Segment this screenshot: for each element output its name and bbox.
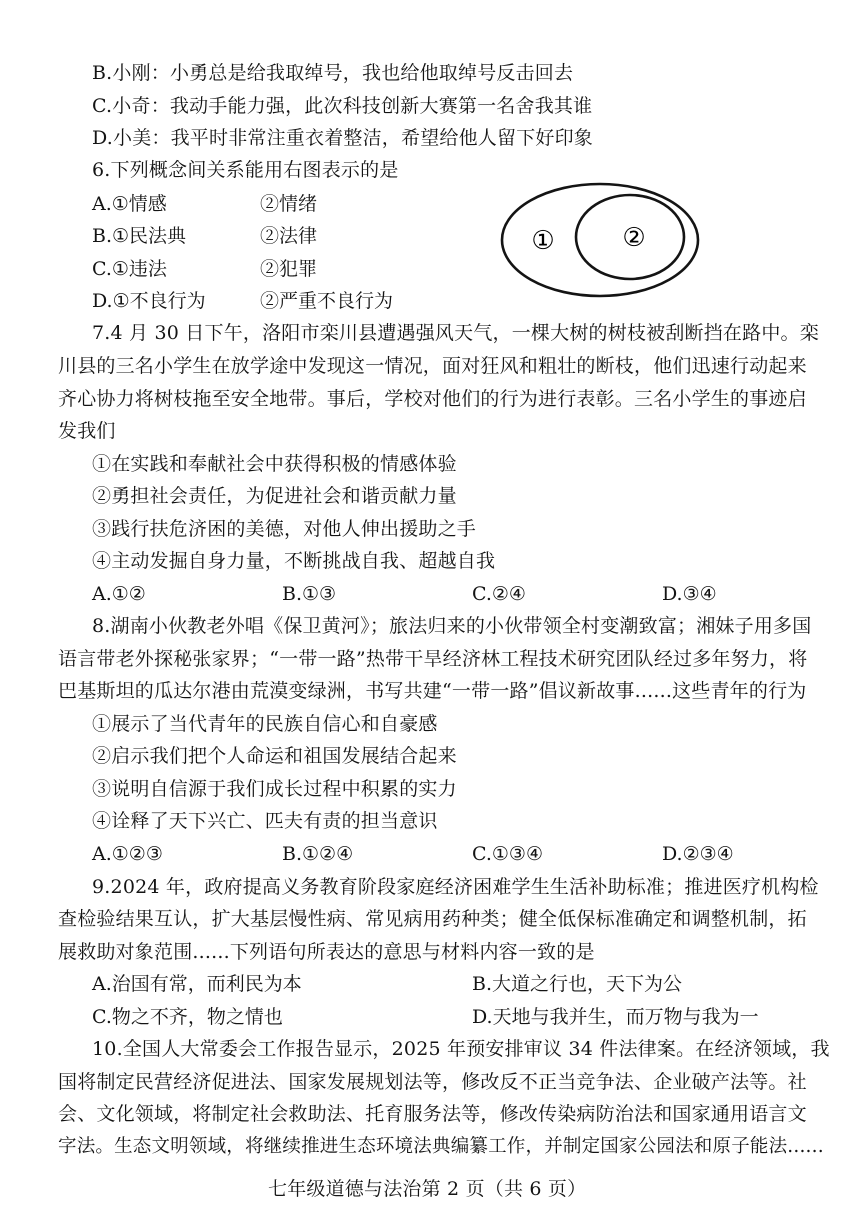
q8-stem-line-3: 巴基斯坦的瓜达尔港由荒漠变绿洲，书写共建“一带一路”倡议新故事......这些青年的行为: [58, 680, 807, 702]
q9-stem-line-1: 9.2024 年，政府提高义务教育阶段家庭经济困难学生生活补助标准；推进医疗机构检: [92, 876, 819, 898]
q6-option-a-right: ②情绪: [260, 193, 318, 215]
q8-option-c: C.①③④: [472, 843, 543, 865]
q8-option-a: A.①②③: [92, 843, 163, 865]
q8-item-3: ③说明自信源于我们成长过程中积累的实力: [92, 778, 457, 800]
venn-diagram: [500, 180, 716, 306]
q8-item-2: ②启示我们把个人命运和祖国发展结合起来: [92, 745, 457, 767]
q8-stem-line-1: 8.湖南小伙教老外唱《保卫黄河》；旅法归来的小伙带领全村变潮致富；湘妹子用多国: [92, 615, 812, 637]
q6-option-b-right: ②法律: [260, 225, 318, 247]
q6-option-c-left: C.①违法: [92, 258, 167, 280]
q9-option-b: B.大道之行也，天下为公: [472, 973, 683, 995]
q7-option-c: C.②④: [472, 583, 526, 605]
q9-stem-line-3: 展救助对象范围......下列语句所表达的意思与材料内容一致的是: [58, 941, 595, 963]
inner-label: ②: [622, 223, 646, 253]
q8-option-d: D.②③④: [662, 843, 734, 865]
q10-stem-line-2: 国将制定民营经济促进法、国家发展规划法等，修改反不正当竞争法、企业破产法等。社: [58, 1071, 807, 1093]
q6-option-d-right: ②严重不良行为: [260, 290, 394, 312]
q5-option-d: D.小美：我平时非常注重衣着整洁，希望给他人留下好印象: [92, 127, 593, 149]
q7-stem-line-4: 发我们: [58, 420, 116, 442]
q5-option-b: B.小刚：小勇总是给我取绰号，我也给他取绰号反击回去: [92, 62, 574, 84]
q6-option-a-left: A.①情感: [92, 193, 167, 215]
q7-stem-line-3: 齐心协力将树枝拖至安全地带。事后，学校对他们的行为进行表彰。三名小学生的事迹启: [58, 388, 807, 410]
q7-item-2: ②勇担社会责任，为促进社会和谐贡献力量: [92, 485, 457, 507]
q7-option-a: A.①②: [92, 583, 146, 605]
q9-stem-line-2: 查检验结果互认，扩大基层慢性病、常见病用药种类；健全低保标准确定和调整机制，拓: [58, 908, 807, 930]
q7-item-1: ①在实践和奉献社会中获得积极的情感体验: [92, 453, 457, 475]
q6-option-c-right: ②犯罪: [260, 258, 318, 280]
q7-stem-line-2: 川县的三名小学生在放学途中发现这一情况，面对狂风和粗壮的断枝，他们迅速行动起来: [58, 355, 807, 377]
q8-item-1: ①展示了当代青年的民族自信心和自豪感: [92, 713, 438, 735]
q7-item-4: ④主动发掘自身力量，不断挑战自我、超越自我: [92, 550, 496, 572]
q9-option-c: C.物之不齐，物之情也: [92, 1006, 283, 1028]
q8-option-b: B.①②④: [282, 843, 354, 865]
q10-stem-line-3: 会、文化领域，将制定社会救助法、托育服务法等，修改传染病防治法和国家通用语言文: [58, 1103, 807, 1125]
q7-option-d: D.③④: [662, 583, 717, 605]
q6-option-d-left: D.①不良行为: [92, 290, 206, 312]
q9-option-a: A.治国有常，而利民为本: [92, 973, 302, 995]
q8-item-4: ④诠释了天下兴亡、匹夫有责的担当意识: [92, 810, 438, 832]
q8-stem-line-2: 语言带老外探秘张家界；“一带一路”热带干旱经济林工程技术研究团队经过多年努力，将: [58, 648, 808, 670]
q6-stem: 6.下列概念间关系能用右图表示的是: [92, 159, 399, 181]
q6-option-b-left: B.①民法典: [92, 225, 187, 247]
q10-stem-line-1: 10.全国人大常委会工作报告显示，2025 年预安排审议 34 件法律案。在经济领域，我: [92, 1038, 830, 1060]
page-footer: 七年级道德与法治第 2 页（共 6 页）: [268, 1178, 587, 1200]
q5-option-c: C.小奇：我动手能力强，此次科技创新大赛第一名舍我其谁: [92, 95, 593, 117]
q7-item-3: ③践行扶危济困的美德，对他人伸出援助之手: [92, 518, 477, 540]
q7-stem-line-1: 7.4 月 30 日下午，洛阳市栾川县遭遇强风天气，一棵大树的树枝被刮断挡在路中。栾: [92, 322, 819, 344]
q10-stem-line-4: 字法。生态文明领域，将继续推进生态环境法典编纂工作，并制定国家公园法和原子能法......: [58, 1136, 824, 1157]
q9-option-d: D.天地与我并生，而万物与我为一: [472, 1006, 759, 1028]
q7-option-b: B.①③: [282, 583, 337, 605]
outer-label: ①: [531, 226, 555, 256]
